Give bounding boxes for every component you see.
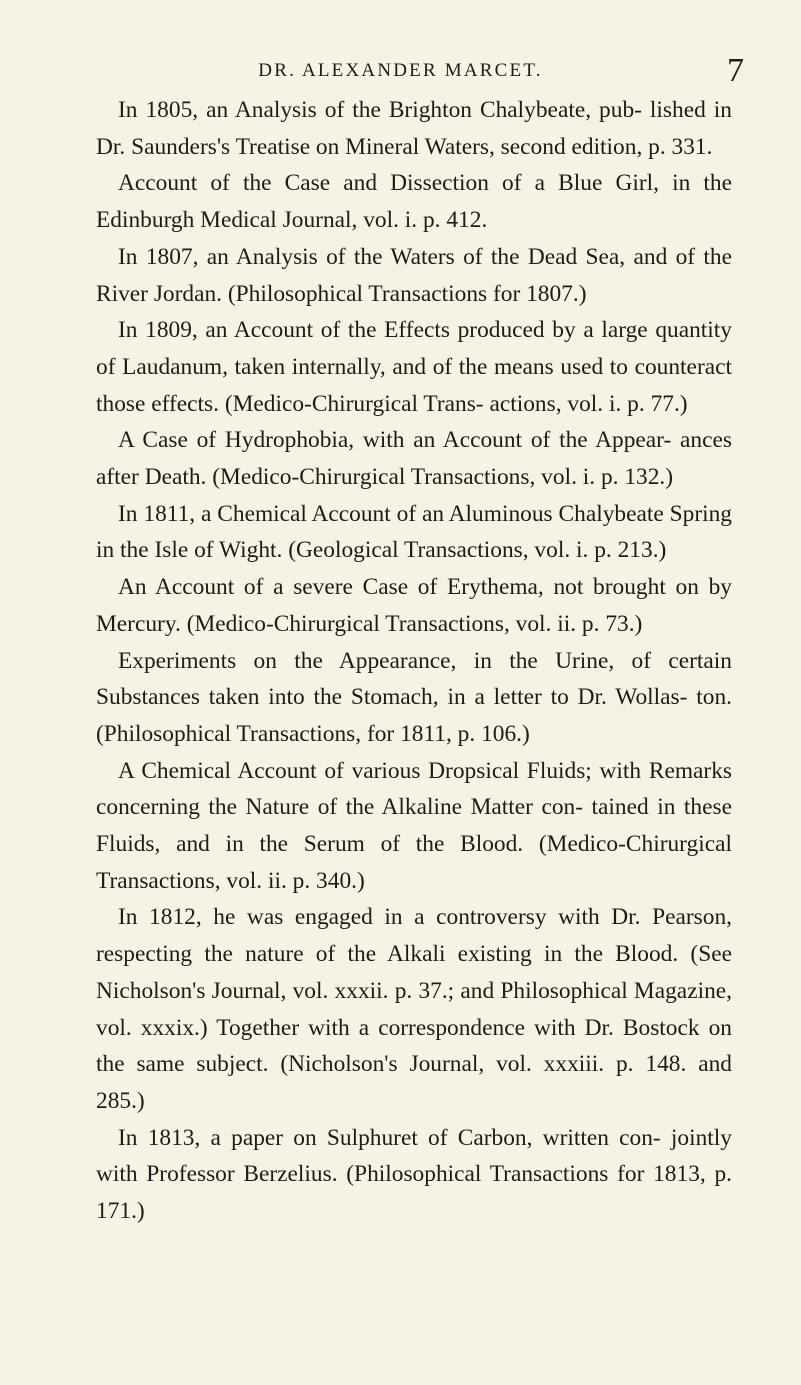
paragraph-brighton-chalybeate: In 1805, an Analysis of the Brighton Chalybeate, pub- lished in Dr. Saunders's Treatise on Mineral Waters, second edition, p. 331. bbox=[96, 97, 732, 160]
page-number: 7 bbox=[727, 52, 744, 89]
publication-list bbox=[96, 92, 732, 1230]
paragraph-dropsical-fluids: A Chemical Account of various Dropsical Fluids; with Remarks concerning the Nature of the Alkaline Matter con- tained in these Fluids, and in the Serum of the Blood. (Medico-Chirurgical Transactions, vol. ii. p. 340.) bbox=[96, 757, 732, 894]
paragraph-hydrophobia: A Case of Hydrophobia, with an Account of the Appear- ances after Death. (Medico-Chirurgical Transactions, vol. i. p. 132.) bbox=[96, 427, 732, 491]
paragraph-laudanum: In 1809, an Account of the Effects produced by a large quantity of Laudanum, taken internally, and of the means used to counteract those effects. (Medico-Chirurgical Trans- actions, vol. i. p. 77.) bbox=[96, 317, 732, 417]
paragraph-pearson-controversy: In 1812, he was engaged in a controversy with Dr. Pearson, respecting the nature of the Alkali existing in the Blood. (See Nicholson's Journal, vol. xxxii. p. 37.; and Philosophical Magazine, vol. xxxix.) Together with a correspondence with Dr. Bostock on the same subject. (Nicholson's Journal, vol. xxxiii. p. 148. and 285.) bbox=[96, 904, 732, 1114]
paragraph-isle-of-wight: In 1811, a Chemical Account of an Aluminous Chalybeate Spring in the Isle of Wight. (Geological Transactions, vol. i. p. 213.) bbox=[96, 500, 732, 564]
paragraph-blue-girl: Account of the Case and Dissection of a Blue Girl, in the Edinburgh Medical Journal, vol. i. p. 412. bbox=[96, 170, 732, 234]
running-title: DR. ALEXANDER MARCET. bbox=[258, 60, 543, 81]
paragraph-dead-sea: In 1807, an Analysis of the Waters of the Dead Sea, and of the River Jordan. (Philosophical Transactions for 1807.) bbox=[96, 243, 732, 307]
paragraph-urine-experiments: Experiments on the Appearance, in the Urine, of certain Substances taken into the Stomach, in a letter to Dr. Wollas- ton. (Philosophical Transactions, for 1811, p. 106.) bbox=[96, 647, 732, 747]
page-header bbox=[0, 52, 801, 94]
paragraph-sulphuret-of-carbon: In 1813, a paper on Sulphuret of Carbon, written con- jointly with Professor Berzelius. (Philosophical Transactions for 1813, p. 171.) bbox=[96, 1124, 732, 1225]
paragraph-erythema: An Account of a severe Case of Erythema, not brought on by Mercury. (Medico-Chirurgical Transactions, vol. ii. p. 73.) bbox=[96, 574, 732, 637]
